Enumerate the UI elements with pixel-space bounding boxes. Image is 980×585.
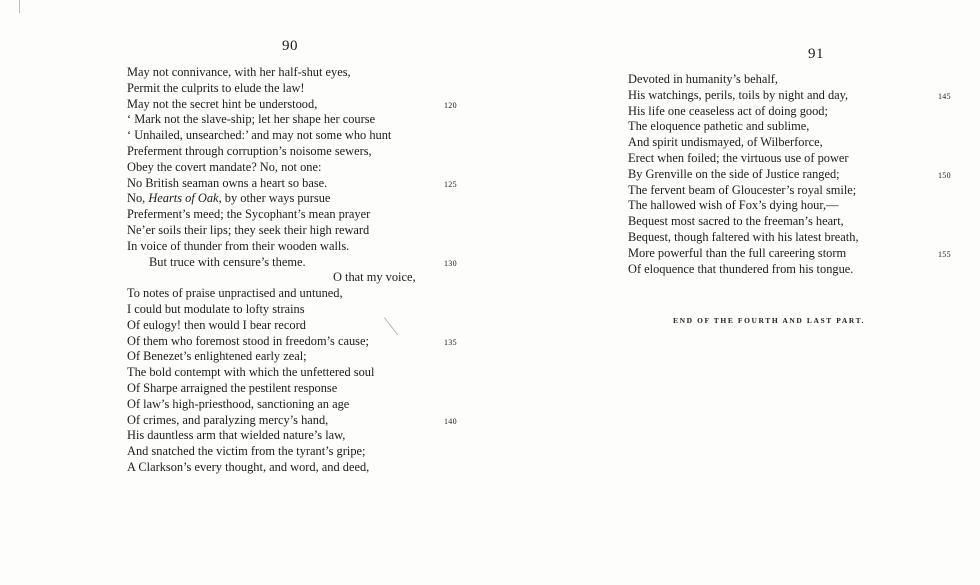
poem-line: His watchings, perils, toils by night and day, 145 <box>628 88 968 104</box>
line-number: 150 <box>938 170 951 180</box>
poem-line: By Grenville on the side of Justice ranged; 150 <box>628 167 968 183</box>
poem-line: May not the secret hint be understood, 120 <box>127 97 467 113</box>
poem-line: The hallowed wish of Fox’s dying hour,— <box>628 198 839 213</box>
line-number: 135 <box>444 337 457 347</box>
line-number: 125 <box>444 179 457 189</box>
poem-line: No British seaman owns a heart so base. 125 <box>127 176 467 192</box>
end-of-part-note: END OF THE FOURTH AND LAST PART. <box>673 316 866 325</box>
poem-line: Of eulogy! then would I bear record <box>127 317 306 332</box>
poem-line: Obey the covert mandate? No, not one: <box>127 159 322 174</box>
poem-line: His dauntless arm that wielded nature’s law, <box>127 428 346 443</box>
poem-line: Preferment’s meed; the Sycophant’s mean prayer <box>127 207 371 222</box>
poem-line: May not connivance, with her half-shut eyes, <box>127 65 351 79</box>
poem-line: ‘ Mark not the slave-ship; let her shape her course <box>127 112 376 127</box>
line-number: 145 <box>938 91 951 101</box>
right-page <box>490 0 980 585</box>
poem-line: To notes of praise unpractised and untuned, <box>127 286 343 301</box>
poem-line: I could but modulate to lofty strains <box>127 301 305 316</box>
poem-lines-right <box>628 72 968 277</box>
poem-line: The fervent beam of Gloucester’s royal smile; <box>628 182 857 197</box>
poem-line: Of eloquence that thundered from his tongue. <box>628 261 854 276</box>
poem-line: Bequest most sacred to the freeman’s heart, <box>628 214 844 229</box>
poem-line: More powerful than the full careering storm 155 <box>628 246 968 262</box>
poem-line: ‘ Unhailed, unsearched:’ and may not some who hunt <box>127 128 392 143</box>
poem-lines-left <box>127 65 467 476</box>
page-number-right: 91 <box>808 46 824 62</box>
poem-line: The eloquence pathetic and sublime, <box>628 119 810 134</box>
poem-line: In voice of thunder from their wooden walls. <box>127 238 350 253</box>
poem-line: Permit the culprits to elude the law! <box>127 80 305 95</box>
poem-line: And spirit undismayed, of Wilberforce, <box>628 135 823 150</box>
poem-line: Ne’er soils their lips; they seek their high reward <box>127 222 370 237</box>
line-number: 155 <box>938 249 951 259</box>
poem-line: Of them who foremost stood in freedom’s cause; 135 <box>127 334 467 350</box>
poem-line: A Clarkson’s every thought, and word, and deed, <box>127 459 370 474</box>
line-number: 130 <box>444 258 457 268</box>
poem-line: And snatched the victim from the tyrant’s gripe; <box>127 444 366 459</box>
poem-line: Of law’s high-priesthood, sanctioning an age <box>127 396 350 411</box>
poem-line: The bold contempt with which the unfettered soul <box>127 365 375 380</box>
poem-line: His life one ceaseless act of doing good; <box>628 103 828 118</box>
page-number-left: 90 <box>282 38 298 54</box>
poem-line: Devoted in humanity’s behalf, <box>628 72 779 86</box>
line-number: 140 <box>444 416 457 426</box>
poem-line: No, Hearts of Oak, by other ways pursue <box>127 191 331 206</box>
line-number: 120 <box>444 100 457 110</box>
italic-phrase: Hearts of Oak <box>148 191 219 206</box>
poem-line: Bequest, though faltered with his latest breath, <box>628 229 859 244</box>
poem-line: Erect when foiled; the virtuous use of power <box>628 150 849 165</box>
poem-line: Of Sharpe arraigned the pestilent response <box>127 380 338 395</box>
poem-line: Preferment through corruption’s noisome sewers, <box>127 143 372 158</box>
poem-line: Of crimes, and paralyzing mercy’s hand, 140 <box>127 413 467 429</box>
poem-line: But truce with censure’s theme. 130 <box>127 255 467 271</box>
poem-line: Of Benezet’s enlightened early zeal; <box>127 349 307 364</box>
poem-line: O that my voice, <box>333 270 416 285</box>
